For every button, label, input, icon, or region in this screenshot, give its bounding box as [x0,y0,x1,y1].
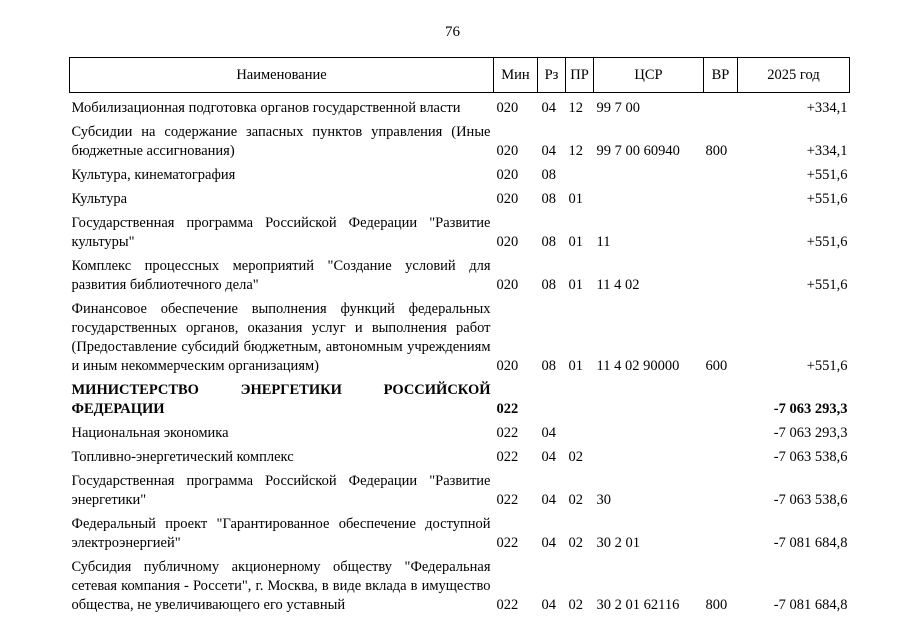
table-row [70,553,850,615]
row-rz [538,376,566,419]
row-amount: -7 063 293,3 [773,401,848,417]
row-csr: 11 4 02 [596,277,640,293]
table-row [70,295,850,376]
header-csr: ЦСР [594,58,704,93]
row-amount: +334,1 [806,143,848,159]
row-csr: 30 2 01 [596,535,640,551]
row-pr: 01 [568,358,583,374]
row-min: 020 [496,100,519,116]
row-min: 020 [496,277,519,293]
table-row [70,161,850,185]
row-csr: 11 4 02 90000 [596,358,680,374]
row-pr: 02 [568,492,583,508]
row-vr: 600 [705,358,728,374]
row-amount: +334,1 [806,100,848,116]
table-row [70,118,850,161]
header-rz: Рз [538,58,566,93]
row-name: Национальная экономика [71,425,229,441]
row-min: 022 [496,425,519,441]
row-pr: 01 [568,191,583,207]
page-number: 76 [445,24,460,40]
table-row [70,467,850,510]
ministry-name-line1: МИНИСТЕРСТВО ЭНЕРГЕТИКИ РОССИЙСКОЙ [71,382,491,398]
row-amount: +551,6 [806,191,848,207]
ministry-name [70,376,494,419]
row-name: Государственная программа Российской Федерации "Развитие энергетики" [71,473,491,508]
row-amount: -7 063 538,6 [773,449,848,465]
row-csr [594,161,704,185]
budget-table [69,57,850,615]
row-amount: +551,6 [806,167,848,183]
row-pr: 01 [568,277,583,293]
row-amount: -7 063 538,6 [773,492,848,508]
row-pr: 02 [568,597,583,613]
row-rz: 04 [541,597,556,613]
row-csr [594,185,704,209]
row-vr [704,510,738,553]
row-vr [704,209,738,252]
row-amount: +551,6 [806,234,848,250]
row-rz: 08 [541,358,556,374]
row-vr [704,252,738,295]
row-vr [704,443,738,467]
row-rz: 04 [541,143,556,159]
table-row [70,209,850,252]
row-rz: 08 [541,167,556,183]
row-name: Топливно-энергетический комплекс [71,449,294,465]
row-rz: 08 [541,277,556,293]
row-amount: +551,6 [806,358,848,374]
row-amount: -7 063 293,3 [773,425,848,441]
table-row [70,93,850,119]
row-rz: 04 [541,449,556,465]
row-amount: -7 081 684,8 [773,597,848,613]
row-pr [566,419,594,443]
row-csr: 99 7 00 60940 [596,143,680,159]
row-name: Субсидия публичному акционерному обществу "Федеральная сетевая компания - Россети", г. Москва, в виде вклада в имущество общества, не увеличивающего его уставный [71,559,491,613]
row-name: Субсидии на содержание запасных пунктов управления (Иные бюджетные ассигнования) [71,124,491,159]
row-csr: 99 7 00 [596,100,640,116]
table-row [70,419,850,443]
row-min: 022 [496,401,519,417]
row-vr [704,419,738,443]
header-year: 2025 год [738,58,850,93]
row-vr [704,185,738,209]
row-amount: +551,6 [806,277,848,293]
row-name: Культура, кинематография [71,167,236,183]
row-min: 022 [496,492,519,508]
row-rz: 04 [541,100,556,116]
row-rz: 04 [541,425,556,441]
row-csr [594,376,704,419]
table-header-row [70,58,850,93]
row-vr [704,161,738,185]
row-pr: 02 [568,449,583,465]
table-row [70,443,850,467]
ministry-name-line2: ФЕДЕРАЦИИ [71,401,165,417]
row-min: 020 [496,358,519,374]
row-amount: -7 081 684,8 [773,535,848,551]
header-vr: ВР [704,58,738,93]
row-min: 020 [496,143,519,159]
row-csr: 11 [596,234,611,250]
row-min: 020 [496,167,519,183]
header-name: Наименование [70,58,494,93]
row-vr [704,467,738,510]
row-vr [704,376,738,419]
row-name: Культура [71,191,128,207]
row-pr: 02 [568,535,583,551]
row-min: 020 [496,234,519,250]
row-rz: 04 [541,492,556,508]
row-csr [594,443,704,467]
row-min: 022 [496,535,519,551]
row-pr: 12 [568,100,583,116]
row-name: Федеральный проект "Гарантированное обеспечение доступной электроэнергией" [71,516,491,551]
row-min: 022 [496,449,519,465]
header-pr: ПР [566,58,594,93]
row-csr [594,419,704,443]
row-vr: 800 [705,597,728,613]
header-min: Мин [494,58,538,93]
row-csr: 30 2 01 62116 [596,597,680,613]
row-pr [566,161,594,185]
table-row [70,510,850,553]
row-csr: 30 [596,492,611,508]
row-name: Государственная программа Российской Федерации "Развитие культуры" [71,215,491,250]
row-pr: 01 [568,234,583,250]
row-rz: 08 [541,234,556,250]
row-name: Мобилизационная подготовка органов государственной власти [71,100,461,116]
table-row [70,185,850,209]
row-vr [704,93,738,119]
row-min: 022 [496,597,519,613]
row-pr [566,376,594,419]
row-name: Комплекс процессных мероприятий "Создание условий для развития библиотечного дела" [71,258,491,293]
row-min: 020 [496,191,519,207]
row-name: Финансовое обеспечение выполнения функций федеральных государственных органов, оказания услуг и выполнения работ (Предоставление субсидий бюджетным, автономным учреждениям и иным некоммерческим организациям) [71,301,491,374]
row-rz: 04 [541,535,556,551]
row-rz: 08 [541,191,556,207]
table-row [70,252,850,295]
ministry-row [70,376,850,419]
row-pr: 12 [568,143,583,159]
row-vr: 800 [705,143,728,159]
